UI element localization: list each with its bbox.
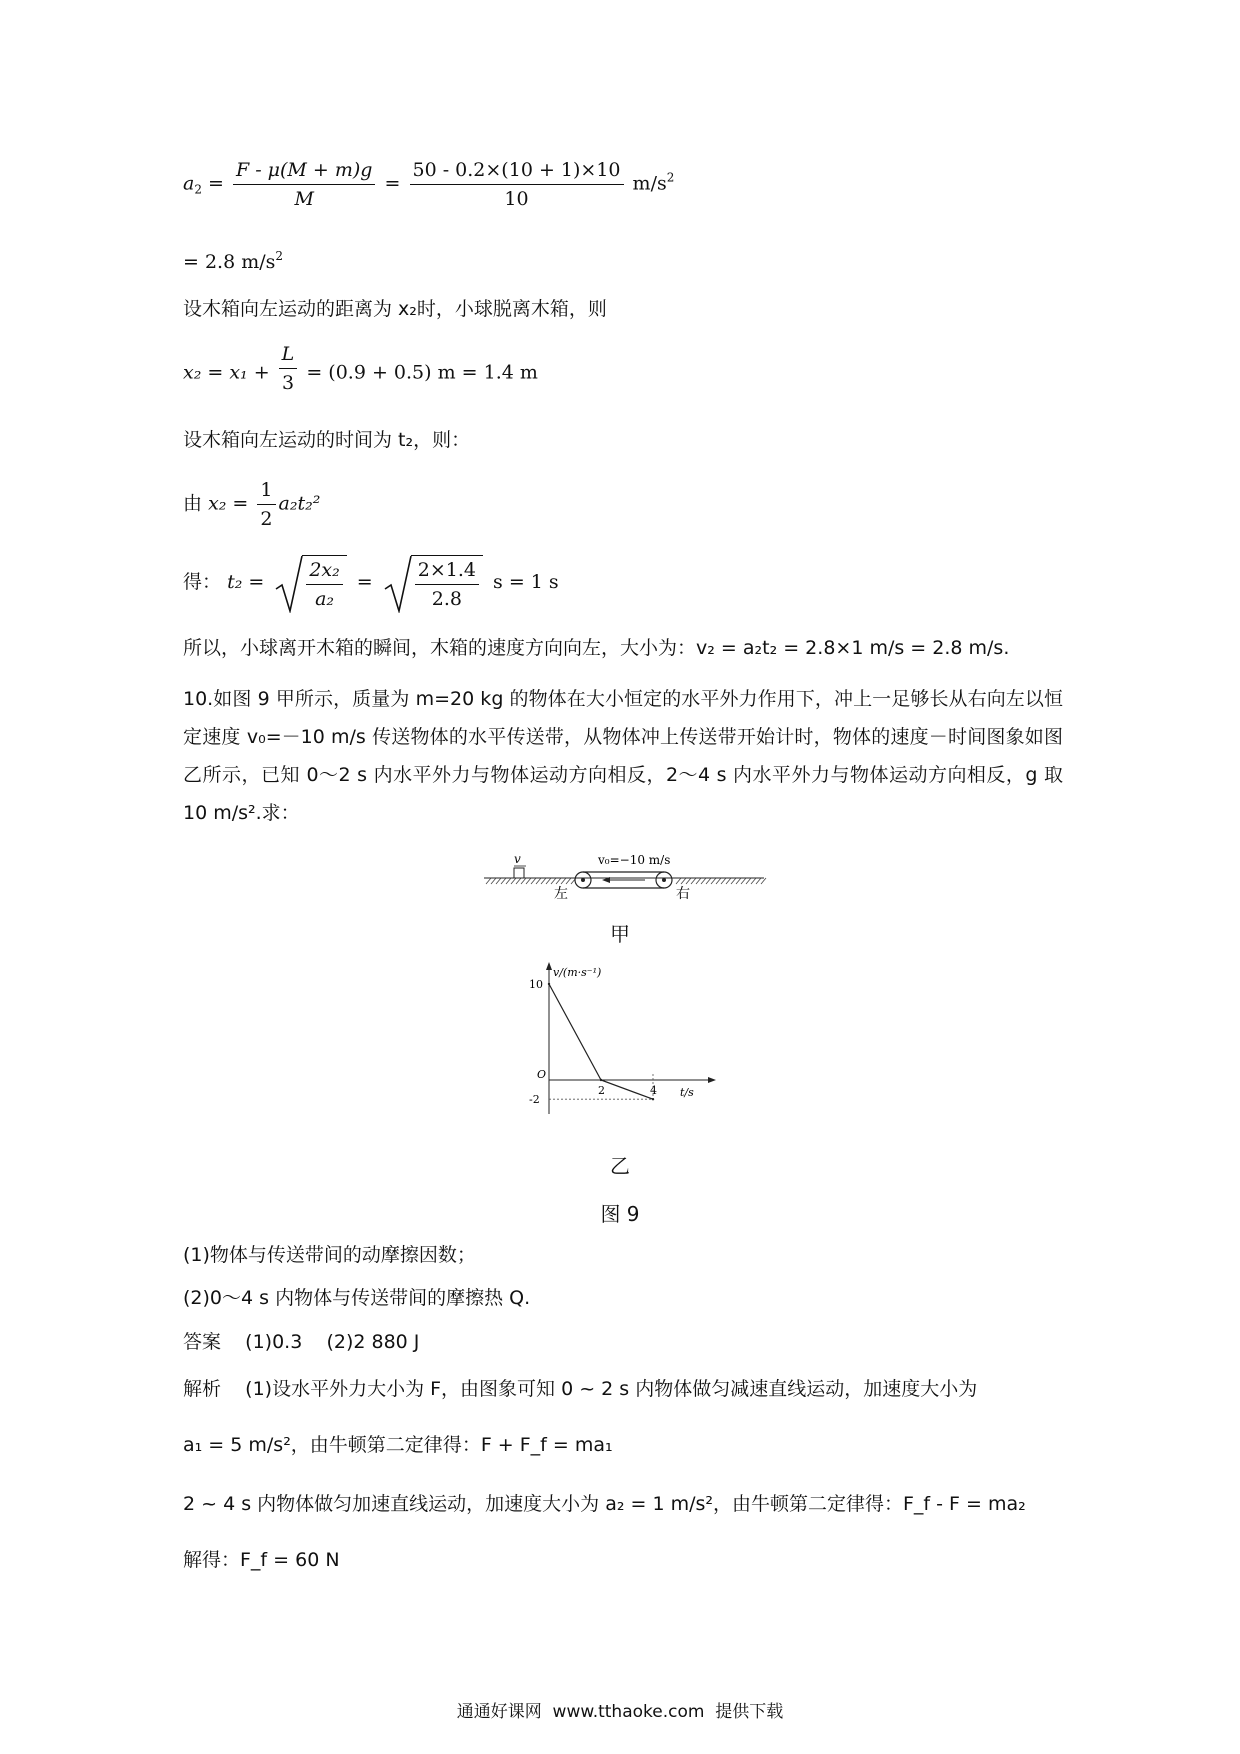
page-footer: 通通好课网 www.tthaoke.com 提供下载 xyxy=(456,1702,784,1722)
equation-x2-kinematic xyxy=(183,478,320,531)
eq1-unit: m/s xyxy=(632,172,667,195)
question-2: (2)0～4 s 内物体与传送带间的摩擦热 Q. xyxy=(183,1287,531,1309)
velocity-series-line xyxy=(549,984,653,1099)
object-velocity-label: v xyxy=(514,852,521,866)
eq1-frac1-denominator: M xyxy=(294,188,314,210)
eq4-sqrt2-denominator: 2.8 xyxy=(431,588,462,610)
equation-x2 xyxy=(183,343,538,395)
x-tick-label: 2 xyxy=(598,1084,605,1097)
equation-a2-result xyxy=(183,243,283,275)
eq1-lhs: a xyxy=(183,172,195,195)
velocity-point xyxy=(548,983,550,985)
velocity-point xyxy=(600,1079,602,1081)
eq4-sqrt-numeric xyxy=(383,555,483,611)
hatch-marks xyxy=(486,878,766,884)
eq4-sqrt2-numerator: 2×1.4 xyxy=(415,558,479,585)
x-axis-label: t/s xyxy=(680,1086,694,1099)
eq4-sqrt-symbolic xyxy=(274,555,346,611)
radical-sign-icon xyxy=(274,555,304,613)
right-roller-axle xyxy=(662,878,666,882)
eq1-frac2-denominator: 10 xyxy=(504,188,529,210)
eq4-lhs: t₂ = xyxy=(227,571,265,593)
belt-speed-label: v₀=−10 m/s xyxy=(598,853,671,867)
problem-10-statement: 10.如图 9 甲所示，质量为 m=20 kg 的物体在大小恒定的水平外力作用下，冲上一足够长从右向左以恒定速度 v₀=－10 m/s 传送物体的水平传送带，从物体冲上传送带开始计时，物体的速度－时间图象如图乙所示，已知 0～2 s 内水平外力与物体运动方向相反，2～4 s 内水平外力与物体运动方向相反，g 取 10 m/s².求： xyxy=(183,688,1063,824)
eq4-sqrt1-denominator: a₂ xyxy=(315,588,335,610)
eq3-frac-denominator: 2 xyxy=(260,508,273,530)
eq1-result-text: = 2.8 m/s xyxy=(183,251,276,273)
question-1: (1)物体与传送带间的动摩擦因数； xyxy=(183,1244,476,1266)
figure-jia-conveyor xyxy=(480,848,770,908)
y-axis-arrowhead xyxy=(546,962,552,970)
y-tick-label: -2 xyxy=(529,1093,540,1107)
analysis-line-3: 2 ~ 4 s 内物体做匀加速直线运动，加速度大小为 a₂ = 1 m/s²，由牛顿第二定律得：F_f - F = ma₂ xyxy=(183,1493,1026,1515)
eq3-prefix: 由 xyxy=(183,492,203,515)
answer-line: 答案 (1)0.3 (2)2 880 J xyxy=(183,1331,420,1353)
eq2-frac-denominator: 3 xyxy=(281,372,295,394)
left-side-label: 左 xyxy=(554,886,568,902)
text-t2-intro: 设木箱向左运动的时间为 t₂，则： xyxy=(183,429,471,451)
left-roller-axle xyxy=(581,878,585,882)
eq3-fraction xyxy=(257,478,275,531)
analysis-line-4: 解得：F_f = 60 N xyxy=(183,1549,340,1571)
object-block xyxy=(514,868,524,878)
eq3-rhs: a₂t₂² xyxy=(278,492,321,515)
eq1-fraction-symbolic xyxy=(233,158,376,211)
equation-t2 xyxy=(183,555,559,611)
eq1-frac2-numerator: 50 - 0.2×(10 + 1)×10 xyxy=(410,158,624,185)
figure-yi-caption: 乙 xyxy=(610,1154,630,1178)
eq3-frac-numerator: 1 xyxy=(257,478,275,505)
eq2-frac-numerator: L xyxy=(279,342,298,369)
eq2-fraction xyxy=(279,342,298,395)
eq2-rhs: = (0.9 + 0.5) m = 1.4 m xyxy=(306,361,538,384)
eq1-lhs-sub: 2 xyxy=(194,182,202,197)
figure-9-caption: 图 9 xyxy=(600,1202,640,1226)
eq1-result-sup: 2 xyxy=(275,249,284,263)
eq4-prefix: 得： xyxy=(183,571,222,593)
x-tick-label: 4 xyxy=(650,1084,657,1097)
eq4-equals: = xyxy=(356,571,373,593)
eq1-frac1-numerator: F - μ(M + m)g xyxy=(233,158,376,185)
text-x2-intro: 设木箱向左运动的距离为 x₂时，小球脱离木箱，则 xyxy=(183,298,607,320)
x-axis-arrowhead xyxy=(708,1077,716,1083)
origin-label: O xyxy=(537,1068,547,1081)
y-axis-label: v/(m·s⁻¹) xyxy=(553,966,602,979)
eq1-fraction-numeric xyxy=(410,158,624,211)
analysis-line-2: a₁ = 5 m/s²，由牛顿第二定律得：F + F_f = ma₁ xyxy=(183,1434,613,1456)
eq4-rhs: s = 1 s xyxy=(493,571,559,593)
figure-yi-vt-chart xyxy=(510,960,730,1120)
analysis-line-1: 解析 (1)设水平外力大小为 F，由图象可知 0 ~ 2 s 内物体做匀减速直线运动，加速度大小为 xyxy=(183,1378,978,1400)
equation-a2: $a_2$ = $\frac{F - \mu(M + m)g}{M}$ = $\frac{50 - 0.2\times(10 + 1)\times 10}{10}$ $m/s^2$ xyxy=(183,159,675,210)
velocity-point xyxy=(652,1098,654,1100)
eq1-unit-sup: 2 xyxy=(666,170,675,185)
eq4-sqrt1-numerator: 2x₂ xyxy=(306,558,342,585)
right-side-label: 右 xyxy=(676,886,690,902)
eq3-lhs: x₂ = xyxy=(208,492,249,515)
y-tick-label: 10 xyxy=(529,978,543,991)
figure-jia-caption: 甲 xyxy=(610,922,630,946)
text-conclusion: 所以，小球离开木箱的瞬间，木箱的速度方向向左，大小为：v₂ = a₂t₂ = 2.8×1 m/s = 2.8 m/s. xyxy=(183,637,1010,659)
eq2-lhs: x₂ = x₁ + xyxy=(183,361,270,384)
radical-sign-icon xyxy=(383,555,413,613)
